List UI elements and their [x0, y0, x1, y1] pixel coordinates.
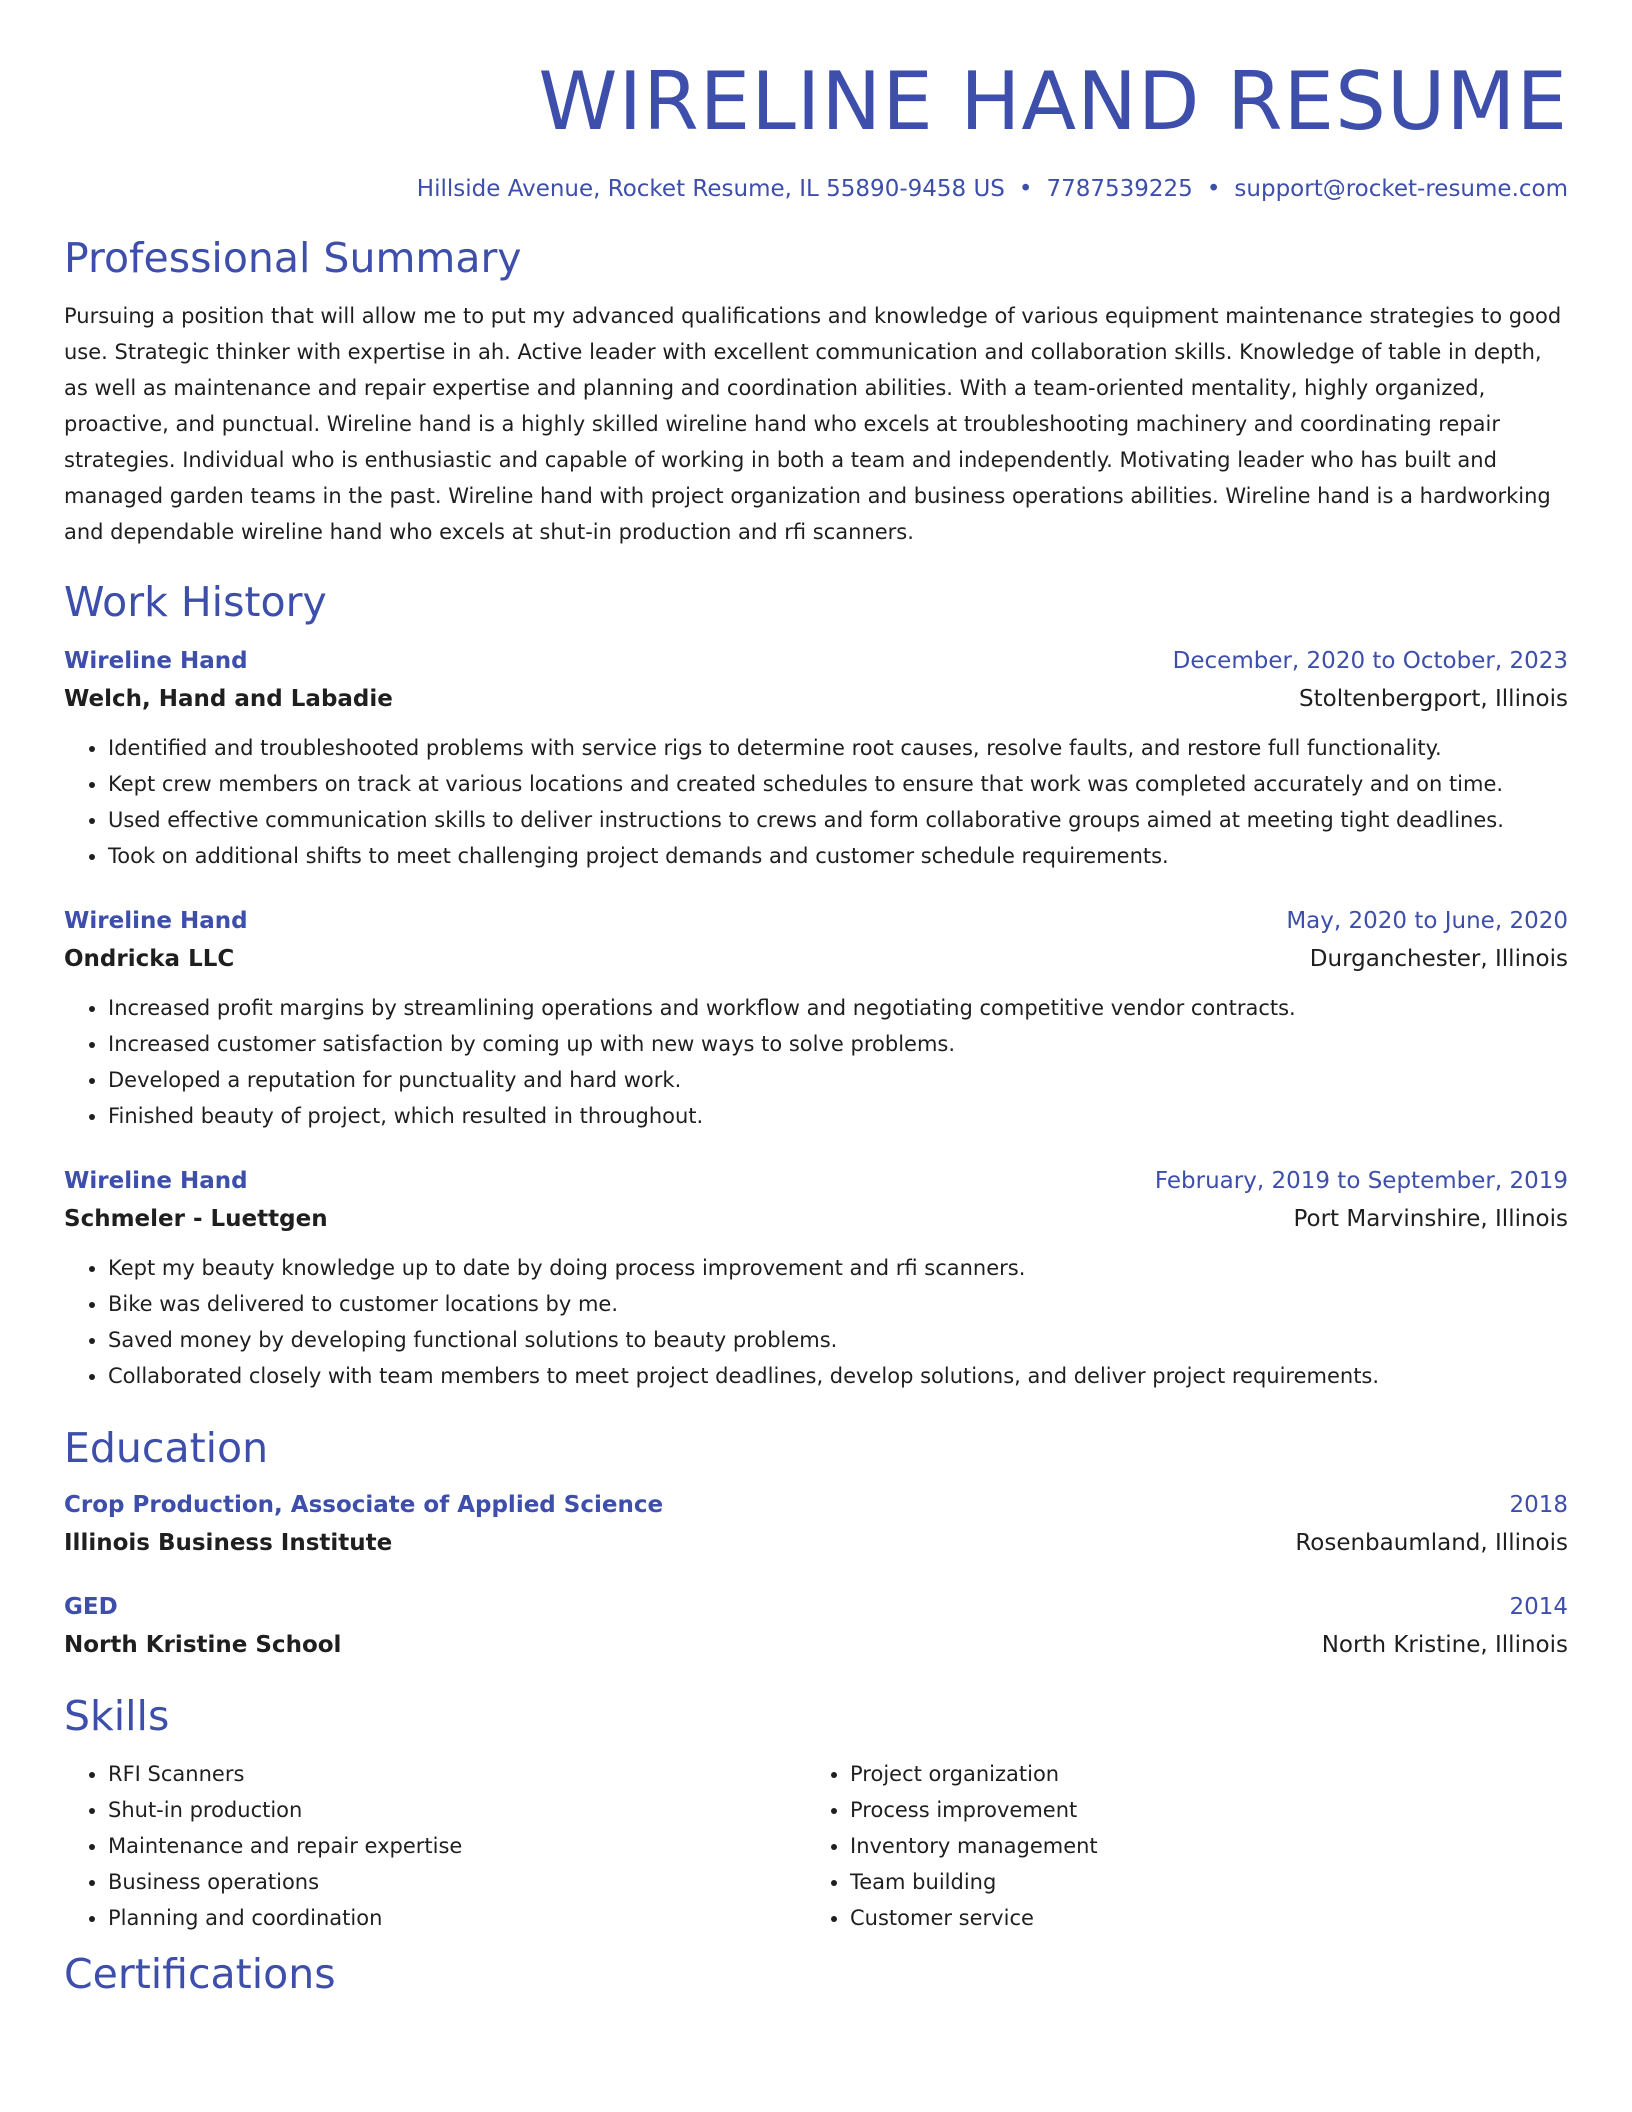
job-company: Schmeler - Luettgen — [64, 1206, 328, 1232]
list-item: • Saved money by developing functional solutions to beauty problems. — [108, 1322, 1568, 1358]
contact-address: Hillside Avenue, Rocket Resume, IL 55890-9458 US — [416, 176, 1005, 202]
job-dates: May, 2020 to June, 2020 — [1286, 908, 1568, 934]
job-entry — [64, 1162, 1568, 1394]
job-header — [64, 1162, 1568, 1200]
job-header — [64, 642, 1568, 680]
school-location: North Kristine, Illinois — [1321, 1632, 1568, 1658]
list-item: • Developed a reputation for punctuality and hard work. — [108, 1062, 1568, 1098]
education-entry — [64, 1588, 1568, 1664]
job-duties — [64, 730, 1568, 874]
contact-separator: • — [1018, 176, 1033, 202]
education-subheader — [64, 1524, 1568, 1562]
education-entry — [64, 1486, 1568, 1562]
list-item: • Increased customer satisfaction by coming up with new ways to solve problems. — [108, 1026, 1568, 1062]
skill-item: • Process improvement — [850, 1792, 1548, 1828]
school-name: North Kristine School — [64, 1632, 342, 1658]
job-entry — [64, 902, 1568, 1134]
list-item: • Took on additional shifts to meet challenging project demands and customer schedule requirements. — [108, 838, 1568, 874]
skill-item: • Maintenance and repair expertise — [108, 1828, 806, 1864]
job-location: Stoltenbergport, Illinois — [1299, 686, 1568, 712]
list-item: • Kept my beauty knowledge up to date by doing process improvement and rfi scanners. — [108, 1250, 1568, 1286]
skill-item: • Team building — [850, 1864, 1548, 1900]
job-location: Port Marvinshire, Illinois — [1293, 1206, 1568, 1232]
work-history-heading: Work History — [64, 578, 327, 626]
skill-item: • Customer service — [850, 1900, 1548, 1936]
skill-item: • Project organization — [850, 1756, 1548, 1792]
education-header — [64, 1588, 1568, 1626]
contact-email[interactable]: support@rocket-resume.com — [1234, 176, 1568, 202]
skill-item: • Shut-in production — [108, 1792, 806, 1828]
summary-section — [64, 232, 1568, 550]
education-heading: Education — [64, 1424, 269, 1472]
job-entry — [64, 642, 1568, 874]
list-item: • Collaborated closely with team members to meet project deadlines, develop solutions, and deliver project requirements. — [108, 1358, 1568, 1394]
list-item: • Used effective communication skills to deliver instructions to crews and form collaborative groups aimed at meeting tight deadlines. — [108, 802, 1568, 838]
job-header — [64, 902, 1568, 940]
job-company: Welch, Hand and Labadie — [64, 686, 393, 712]
job-title: Wireline Hand — [64, 648, 248, 674]
job-subheader — [64, 940, 1568, 978]
contact-line — [64, 174, 1568, 204]
job-dates: December, 2020 to October, 2023 — [1172, 648, 1568, 674]
job-location: Durganchester, Illinois — [1309, 946, 1568, 972]
skills-list-left — [64, 1756, 806, 1936]
resume-title: WIRELINE HAND RESUME — [538, 55, 1568, 148]
graduation-year: 2018 — [1509, 1492, 1568, 1518]
degree-title: Crop Production, Associate of Applied Science — [64, 1492, 664, 1518]
job-title: Wireline Hand — [64, 1168, 248, 1194]
school-location: Rosenbaumland, Illinois — [1295, 1530, 1568, 1556]
job-subheader — [64, 680, 1568, 718]
skills-section — [64, 1690, 1568, 1936]
contact-separator: • — [1206, 176, 1221, 202]
skill-item: • Business operations — [108, 1864, 806, 1900]
job-subheader — [64, 1200, 1568, 1238]
job-company: Ondricka LLC — [64, 946, 235, 972]
skill-item: • Planning and coordination — [108, 1900, 806, 1936]
skills-list-right — [806, 1756, 1548, 1936]
list-item: • Finished beauty of project, which resulted in throughout. — [108, 1098, 1568, 1134]
work-history-section — [64, 576, 1568, 1394]
certifications-heading: Certifications — [64, 1950, 336, 1998]
certifications-section — [64, 1948, 1568, 2000]
contact-phone: 7787539225 — [1046, 176, 1193, 202]
skills-heading: Skills — [64, 1692, 170, 1740]
education-subheader — [64, 1626, 1568, 1664]
degree-title: GED — [64, 1594, 118, 1620]
list-item: • Bike was delivered to customer locations by me. — [108, 1286, 1568, 1322]
skills-columns — [64, 1756, 1568, 1936]
list-item: • Increased profit margins by streamlining operations and workflow and negotiating competitive vendor contracts. — [108, 990, 1568, 1026]
skill-item: • RFI Scanners — [108, 1756, 806, 1792]
summary-heading: Professional Summary — [64, 234, 522, 282]
skill-item: • Inventory management — [850, 1828, 1548, 1864]
job-title: Wireline Hand — [64, 908, 248, 934]
resume-page — [64, 0, 1568, 2000]
job-duties — [64, 990, 1568, 1134]
school-name: Illinois Business Institute — [64, 1530, 393, 1556]
education-section — [64, 1422, 1568, 1664]
list-item: • Identified and troubleshooted problems with service rigs to determine root causes, resolve faults, and restore full functionality. — [108, 730, 1568, 766]
graduation-year: 2014 — [1509, 1594, 1568, 1620]
list-item: • Kept crew members on track at various locations and created schedules to ensure that work was completed accurately and on time. — [108, 766, 1568, 802]
summary-text: Pursuing a position that will allow me to put my advanced qualifications and knowledge of various equipment maintenance strategies to good use. Strategic thinker with expertise in ah. Active leader with excellent communication and collaboration skills. Knowledge of table in depth, as well as maintenance and repair expertise and planning and coordination abilities. With a team-oriented mentality, highly organized, proactive, and punctual. Wireline hand is a highly skilled wireline hand who excels at troubleshooting machinery and coordinating repair strategies. Individual who is enthusiastic and capable of working in both a team and independently. Motivating leader who has built and managed garden teams in the past. Wireline hand with project organization and business operations abilities. Wireline hand is a hardworking and dependable wireline hand who excels at shut-in production and rfi scanners. — [64, 304, 1562, 544]
education-header — [64, 1486, 1568, 1524]
job-dates: February, 2019 to September, 2019 — [1154, 1168, 1568, 1194]
job-duties — [64, 1250, 1568, 1394]
